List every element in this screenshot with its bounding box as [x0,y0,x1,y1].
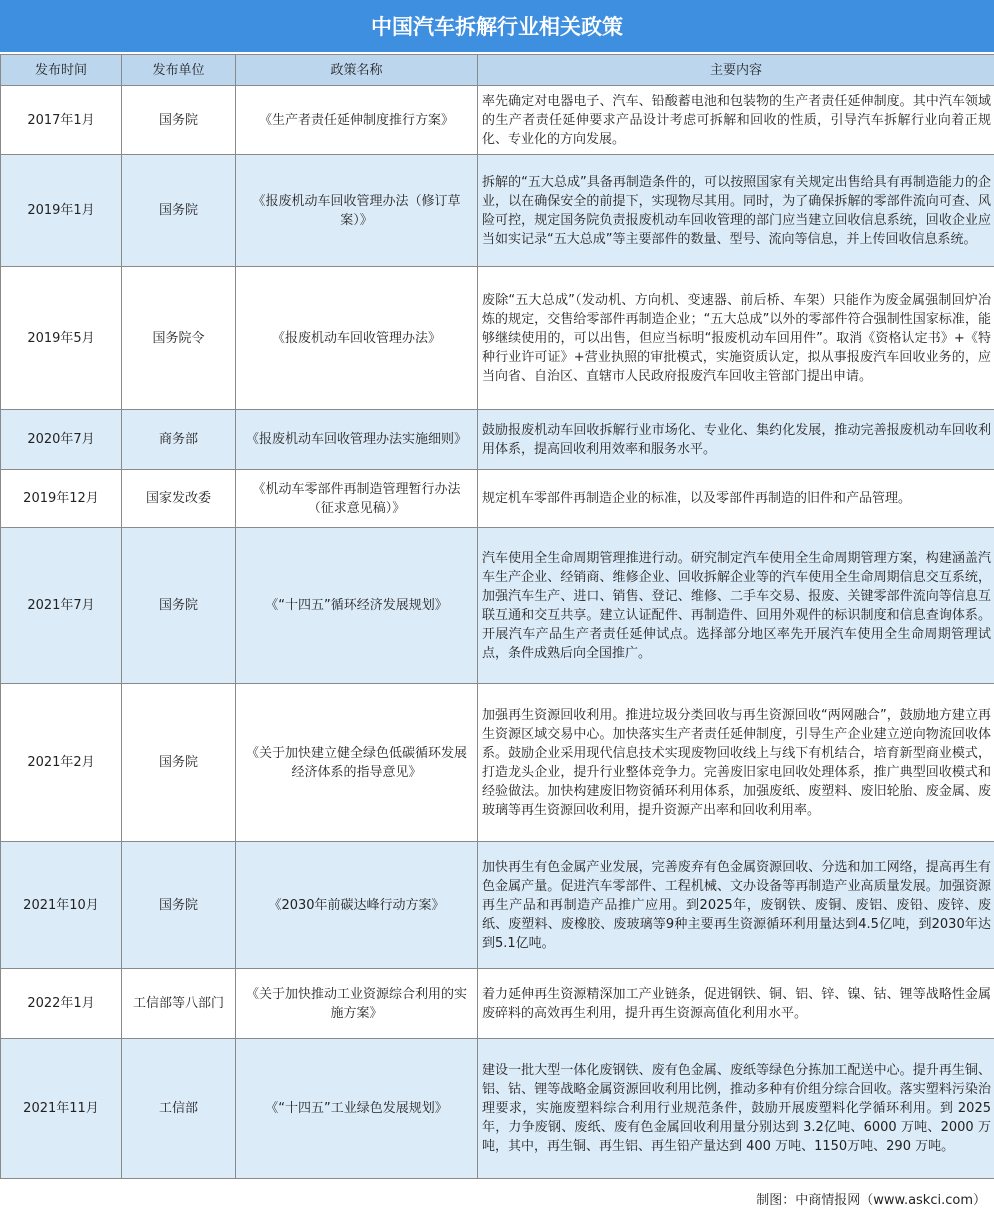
cell-policy-name: 《关于加快建立健全绿色低碳循环发展经济体系的指导意见》 [236,684,478,842]
header-org: 发布单位 [122,55,236,86]
cell-org: 国务院 [122,528,236,684]
cell-policy-name: 《生产者责任延伸制度推行方案》 [236,86,478,155]
cell-policy-name: 《报废机动车回收管理办法》 [236,267,478,410]
policy-table [0,54,994,1179]
cell-policy-name: 《报废机动车回收管理办法实施细则》 [236,410,478,470]
table-row [1,470,994,528]
cell-policy-name: 《“十四五”循环经济发展规划》 [236,528,478,684]
cell-content: 鼓励报废机动车回收拆解行业市场化、专业化、集约化发展，推动完善报废机动车回收利用体系，提高回收利用效率和服务水平。 [478,410,994,470]
cell-date: 2020年7月 [1,410,122,470]
cell-date: 2021年2月 [1,684,122,842]
cell-org: 工信部 [122,1039,236,1179]
cell-org: 商务部 [122,410,236,470]
table-row [1,410,994,470]
table-row [1,86,994,155]
cell-org: 工信部等八部门 [122,969,236,1039]
cell-content: 汽车使用全生命周期管理推进行动。研究制定汽车使用全生命周期管理方案，构建涵盖汽车生产企业、经销商、维修企业、回收拆解企业等的汽车使用全生命周期信息交互系统，加强汽车生产、进口、销售、登记、维修、二手车交易、报废、关键零部件流向等信息互联互通和交互共享。建立认证配件、再制造件、回用外观件的标识制度和信息查询体系。开展汽车产品生产者责任延伸试点。选择部分地区率先开展汽车使用全生命周期管理试点，条件成熟后向全国推广。 [478,528,994,684]
table-row [1,1039,994,1179]
cell-date: 2021年7月 [1,528,122,684]
cell-date: 2017年1月 [1,86,122,155]
cell-org: 国务院 [122,842,236,969]
cell-policy-name: 《“十四五”工业绿色发展规划》 [236,1039,478,1179]
cell-policy-name: 《2030年前碳达峰行动方案》 [236,842,478,969]
cell-date: 2019年1月 [1,155,122,267]
source-credit: 制图：中商情报网（www.askci.com） [756,1193,986,1208]
table-row [1,842,994,969]
cell-content: 拆解的“五大总成”具备再制造条件的，可以按照国家有关规定出售给具有再制造能力的企业，以在确保安全的前提下，实现物尽其用。同时，为了确保拆解的零部件流向可查、风险可控，规定国务院负责报废机动车回收管理的部门应当建立回收信息系统，回收企业应当如实记录“五大总成”等主要部件的数量、型号、流向等信息，并上传回收信息系统。 [478,155,994,267]
cell-content: 建设一批大型一体化废钢铁、废有色金属、废纸等绿色分拣加工配送中心。提升再生铜、铝、钴、锂等战略金属资源回收利用比例，推动多种有价组分综合回收。落实塑料污染治理要求，实施废塑料综合利用行业规范条件，鼓励开展废塑料化学循环利用。到 2025 年，力争废钢、废纸、废有色金属回收利用量分别达到 3.2亿吨、6000 万吨、2000 万吨，其中，再生铜、再生铝、再生铅产量达到 400 万吨、1150万吨、290 万吨。 [478,1039,994,1179]
cell-org: 国务院 [122,86,236,155]
header-policy-name: 政策名称 [236,55,478,86]
cell-policy-name: 《关于加快推动工业资源综合利用的实施方案》 [236,969,478,1039]
page-title: 中国汽车拆解行业相关政策 [0,0,994,52]
cell-policy-name: 《机动车零部件再制造管理暂行办法（征求意见稿）》 [236,470,478,528]
table-row [1,684,994,842]
cell-org: 国务院 [122,684,236,842]
cell-content: 率先确定对电器电子、汽车、铅酸蓄电池和包装物的生产者责任延伸制度。其中汽车领域的生产者责任延伸要求产品设计考虑可拆解和回收的性质，引导汽车拆解行业向着正规化、专业化的方向发展。 [478,86,994,155]
cell-content: 加快再生有色金属产业发展，完善废弃有色金属资源回收、分选和加工网络，提高再生有色金属产量。促进汽车零部件、工程机械、文办设备等再制造产业高质量发展。加强资源再生产品和再制造产品推广应用。到2025年，废钢铁、废铜、废铝、废铅、废锌、废纸、废塑料、废橡胶、废玻璃等9种主要再生资源循环利用量达到4.5亿吨，到2030年达到5.1亿吨。 [478,842,994,969]
cell-date: 2021年10月 [1,842,122,969]
cell-org: 国务院令 [122,267,236,410]
cell-content: 规定机车零部件再制造企业的标准，以及零部件再制造的旧件和产品管理。 [478,470,994,528]
table-row [1,969,994,1039]
cell-policy-name: 《报废机动车回收管理办法（修订草案）》 [236,155,478,267]
cell-date: 2019年12月 [1,470,122,528]
cell-content: 废除“五大总成”（发动机、方向机、变速器、前后桥、车架）只能作为废金属强制回炉冶炼的规定，交售给零部件再制造企业；“五大总成”以外的零部件符合强制性国家标准，能够继续使用的，可以出售，但应当标明“报废机动车回用件”。取消《资格认定书》+《特种行业许可证》+营业执照的审批模式，实施资质认定，拟从事报废汽车回收业务的，应当向省、自治区、直辖市人民政府报废汽车回收主管部门提出申请。 [478,267,994,410]
header-date: 发布时间 [1,55,122,86]
cell-date: 2022年1月 [1,969,122,1039]
table-row [1,267,994,410]
cell-date: 2021年11月 [1,1039,122,1179]
header-content: 主要内容 [478,55,994,86]
cell-org: 国务院 [122,155,236,267]
cell-date: 2019年5月 [1,267,122,410]
table-header-row [1,55,994,86]
cell-content: 加强再生资源回收利用。推进垃圾分类回收与再生资源回收“两网融合”，鼓励地方建立再生资源区域交易中心。加快落实生产者责任延伸制度，引导生产企业建立逆向物流回收体系。鼓励企业采用现代信息技术实现废物回收线上与线下有机结合，培育新型商业模式，打造龙头企业，提升行业整体竞争力。完善废旧家电回收处理体系，推广典型回收模式和经验做法。加快构建废旧物资循环利用体系，加强废纸、废塑料、废旧轮胎、废金属、废玻璃等再生资源回收利用，提升资源产出率和回收利用率。 [478,684,994,842]
table-row [1,155,994,267]
cell-content: 着力延伸再生资源精深加工产业链条，促进钢铁、铜、铝、锌、镍、钴、锂等战略性金属废碎料的高效再生利用，提升再生资源高值化利用水平。 [478,969,994,1039]
cell-org: 国家发改委 [122,470,236,528]
table-row [1,528,994,684]
